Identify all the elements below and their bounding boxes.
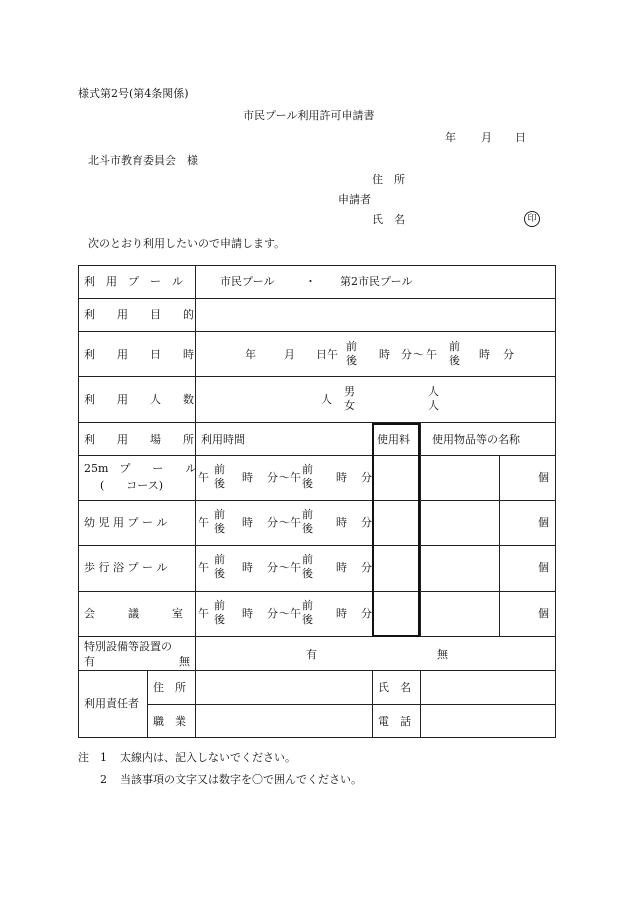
time-tilde: ～ <box>279 561 290 574</box>
place-label: 歩 行 浴 プ ー ル <box>84 561 168 574</box>
equipment-label-yes: 有 <box>84 655 95 668</box>
time-minute-end: 分 <box>361 561 372 574</box>
time-tilde: ～ <box>279 516 290 529</box>
time-hour-start: 時 <box>242 471 253 484</box>
note-2-text: 当該事項の文字又は数字を〇で囲んでください。 <box>120 773 362 786</box>
place-label: 会 議 室 <box>84 607 183 620</box>
time-tilde: ～ <box>279 607 290 620</box>
equipment-label: 特別設備等設置の <box>84 640 172 653</box>
place-sublabel: ( コース) <box>100 479 164 492</box>
pool-option-separator: ・ <box>305 275 316 288</box>
time-minute-end: 分 <box>361 607 372 620</box>
place-label: 25m プ ー ル <box>84 462 197 475</box>
datetime-hour-start: 時 <box>379 348 390 361</box>
datetime-month: 月 <box>284 348 295 361</box>
applicant-address-label: 住 所 <box>372 173 405 186</box>
row-divider <box>78 298 556 299</box>
item-unit: 個 <box>538 516 549 529</box>
datetime-minute-start: 分 <box>401 348 412 361</box>
equipment-no: 無 <box>437 648 448 661</box>
row-divider <box>78 376 556 377</box>
datetime-year: 年 <box>245 348 256 361</box>
note-1-text: 太線内は、記入しないでください。 <box>120 751 296 764</box>
row-divider <box>78 422 556 423</box>
time-ampm-start: 前 後 <box>214 463 225 490</box>
date-year: 年 <box>445 131 456 144</box>
people-unit: 人 <box>321 393 332 406</box>
datetime-minute-end: 分 <box>503 348 514 361</box>
time-ampm-start: 前 後 <box>214 553 225 580</box>
datetime-hour-end: 時 <box>479 348 490 361</box>
time-minute-end: 分 <box>361 471 372 484</box>
time-am-start: 午 <box>198 516 209 529</box>
time-minute-end: 分 <box>361 516 372 529</box>
people-gender: 男 女 <box>344 385 355 412</box>
time-am-start: 午 <box>198 561 209 574</box>
responsible-job-label: 職 業 <box>153 715 186 728</box>
time-minute-start: 分 <box>267 471 278 484</box>
equipment-label-no: 無 <box>179 655 190 668</box>
row-divider <box>78 636 556 637</box>
column-divider <box>195 265 196 738</box>
datetime-label: 利 用 日 時 <box>84 348 194 361</box>
column-divider <box>420 670 421 738</box>
item-unit: 個 <box>538 607 549 620</box>
item-unit: 個 <box>538 561 549 574</box>
datetime-am-end: 午 <box>426 348 437 361</box>
time-hour-end: 時 <box>336 561 347 574</box>
time-hour-end: 時 <box>336 516 347 529</box>
datetime-tilde: ～ <box>413 348 424 361</box>
responsible-phone-label: 電 話 <box>378 715 411 728</box>
time-minute-start: 分 <box>267 607 278 620</box>
time-am-end: 午 <box>290 561 301 574</box>
time-ampm-end: 前 後 <box>302 463 313 490</box>
pool-label: 利 用 プ ー ル <box>84 275 183 288</box>
time-am-end: 午 <box>290 471 301 484</box>
date-day: 日 <box>515 131 526 144</box>
row-divider <box>78 591 556 592</box>
addressee: 北斗市教育委員会 様 <box>88 154 198 167</box>
time-am-end: 午 <box>290 516 301 529</box>
usage-time-header: 利用時間 <box>201 433 245 446</box>
row-divider <box>78 670 556 671</box>
items-header: 使用物品等の名称 <box>432 433 520 446</box>
time-am-start: 午 <box>198 471 209 484</box>
row-divider <box>78 455 556 456</box>
form-number: 様式第2号(第4条関係) <box>78 87 189 100</box>
datetime-day: 日 <box>316 348 327 361</box>
time-minute-start: 分 <box>267 561 278 574</box>
time-tilde: ～ <box>279 471 290 484</box>
row-divider <box>78 545 556 546</box>
note-prefix: 注 <box>78 751 89 764</box>
intro-text: 次のとおり利用したいので申請します。 <box>88 237 286 250</box>
purpose-label: 利 用 目 的 <box>84 308 194 321</box>
time-ampm-start: 前 後 <box>214 599 225 626</box>
item-unit: 個 <box>538 471 549 484</box>
datetime-ampm-start: 前 後 <box>346 340 357 367</box>
applicant-label: 申請者 <box>338 193 371 206</box>
place-label: 幼 児 用 プ ー ル <box>84 516 168 529</box>
responsible-label: 利用責任者 <box>84 697 139 710</box>
column-divider <box>372 670 373 738</box>
note-2-number: 2 <box>100 773 107 786</box>
pool-option-city: 市民プール <box>220 275 275 288</box>
people-gender-unit: 人 人 <box>428 385 439 412</box>
time-ampm-start: 前 後 <box>214 508 225 535</box>
row-divider <box>147 704 556 705</box>
time-am-start: 午 <box>198 607 209 620</box>
time-am-end: 午 <box>290 607 301 620</box>
date-month: 月 <box>481 131 492 144</box>
column-divider <box>420 422 421 636</box>
time-hour-end: 時 <box>336 607 347 620</box>
place-label: 利 用 場 所 <box>84 433 194 446</box>
application-table <box>78 265 556 738</box>
pool-option-second: 第2市民プール <box>340 275 413 288</box>
row-divider <box>78 500 556 501</box>
time-hour-start: 時 <box>242 561 253 574</box>
seal-mark: 印 <box>524 211 540 227</box>
time-hour-start: 時 <box>242 607 253 620</box>
time-minute-start: 分 <box>267 516 278 529</box>
row-divider <box>78 331 556 332</box>
fee-thick-box <box>372 423 420 637</box>
time-hour-end: 時 <box>336 471 347 484</box>
responsible-address-label: 住 所 <box>153 681 186 694</box>
datetime-ampm-end: 前 後 <box>449 340 460 367</box>
time-ampm-end: 前 後 <box>302 553 313 580</box>
datetime-am-start: 午 <box>327 348 338 361</box>
time-ampm-end: 前 後 <box>302 599 313 626</box>
column-divider <box>147 670 148 738</box>
column-divider <box>499 455 500 636</box>
time-ampm-end: 前 後 <box>302 508 313 535</box>
fee-header: 使用料 <box>377 433 410 446</box>
responsible-name-label: 氏 名 <box>378 681 411 694</box>
people-label: 利 用 人 数 <box>84 393 194 406</box>
form-title: 市民プール利用許可申請書 <box>243 109 375 122</box>
time-hour-start: 時 <box>242 516 253 529</box>
equipment-yes: 有 <box>306 648 317 661</box>
applicant-name-label: 氏 名 <box>372 213 405 226</box>
note-1-number: 1 <box>100 751 107 764</box>
